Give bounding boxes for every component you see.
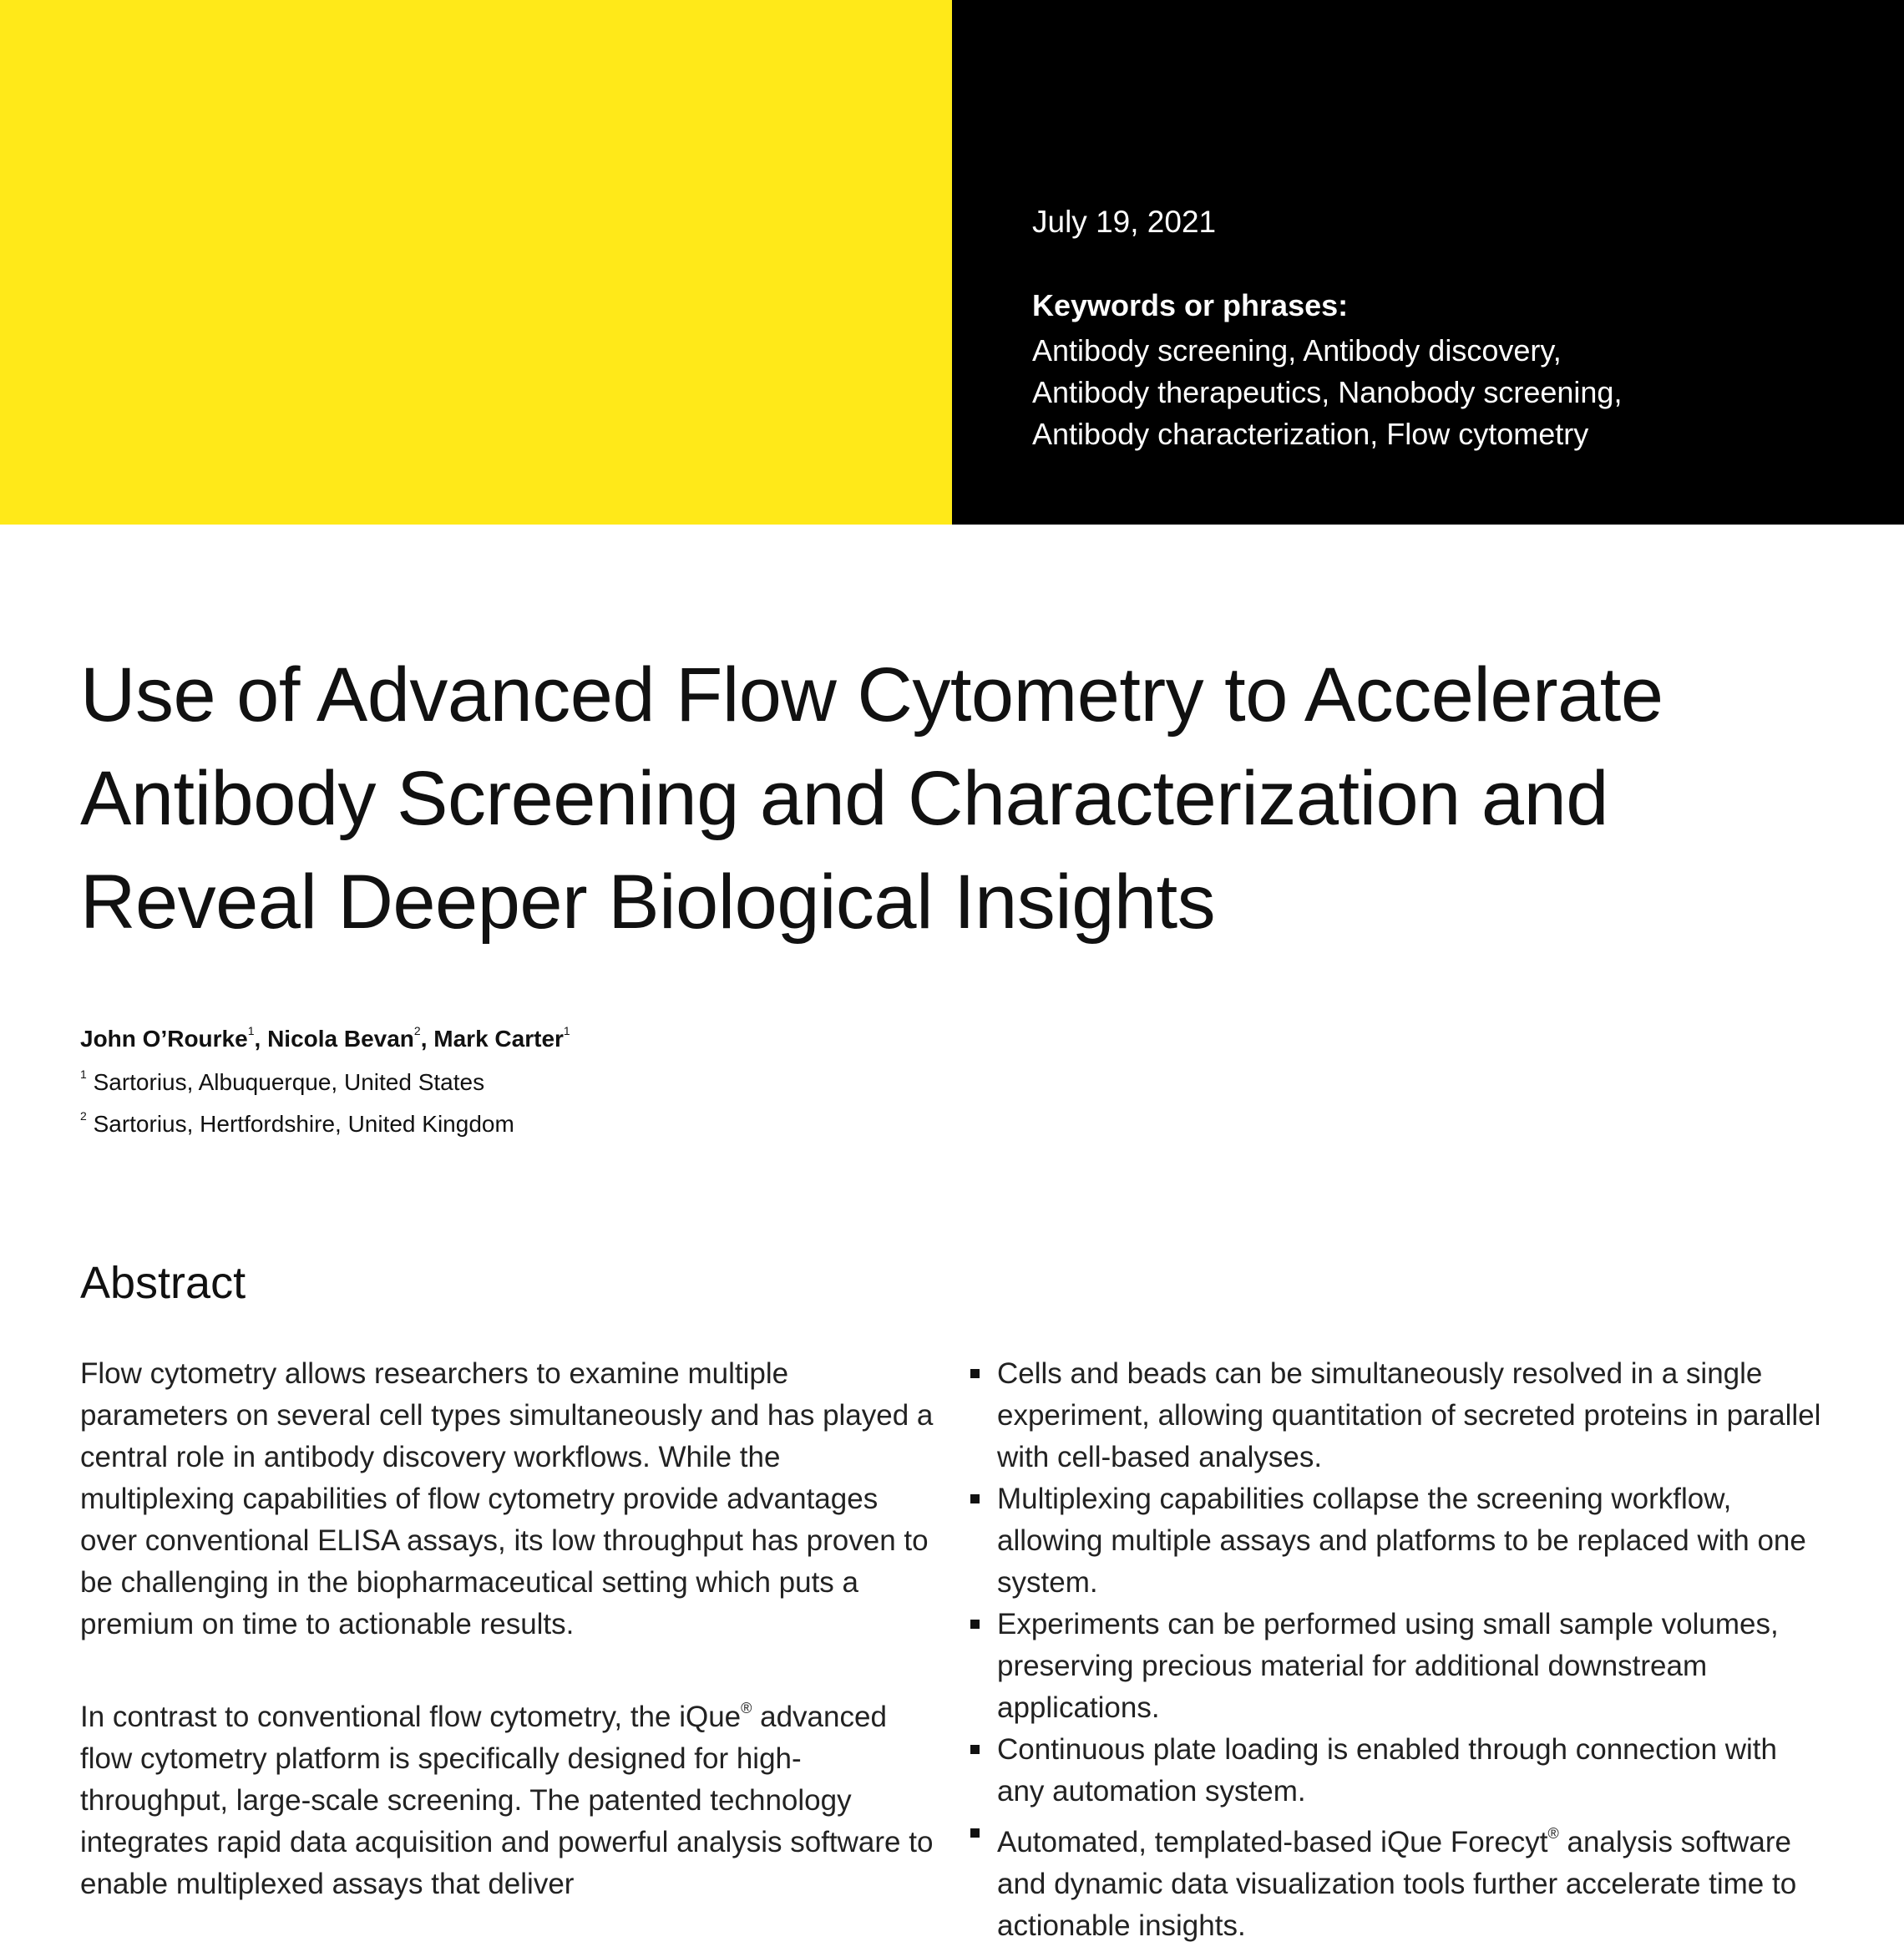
affiliation-mark: 1 bbox=[80, 1067, 87, 1081]
list-item-text: Automated, templated-based iQue Forecyt bbox=[997, 1826, 1548, 1858]
title-line: Antibody Screening and Characterization and bbox=[80, 756, 1608, 841]
abstract-paragraph: Flow cytometry allows researchers to examine multiple parameters on several cell types simultaneously and has played a central role in antibody discovery workflows. While the multiplexing capabilities of flow cytometry provide advantages over conventional ELISA assays, its low throughput has proven to be challenging in the biopharmaceutical setting which puts a premium on time to actionable results. bbox=[80, 1357, 934, 1640]
affiliation bbox=[80, 1109, 514, 1138]
author-name: Mark Carter bbox=[433, 1026, 564, 1052]
author-affiliation-mark: 2 bbox=[413, 1024, 421, 1037]
author-separator: , bbox=[420, 1026, 434, 1052]
author-separator: , bbox=[254, 1026, 268, 1052]
square-bullet-icon bbox=[970, 1620, 980, 1629]
publication-date: July 19, 2021 bbox=[1032, 205, 1217, 239]
list-item-text: Cells and beads can be simultaneously resolved in a single experiment, allowing quantitation of secreted proteins in parallel with cell-based analyses. bbox=[997, 1357, 1821, 1473]
list-item bbox=[969, 1729, 1829, 1813]
square-bullet-icon bbox=[970, 1828, 980, 1838]
title-line: Reveal Deeper Biological Insights bbox=[80, 859, 1216, 945]
list-item bbox=[969, 1604, 1829, 1729]
list-item bbox=[969, 1478, 1829, 1604]
abstract-left-column bbox=[80, 1353, 940, 1947]
keywords-line: Antibody screening, Antibody discovery, bbox=[1032, 333, 1562, 368]
keywords-line: Antibody therapeutics, Nanobody screening, bbox=[1032, 375, 1623, 409]
benefits-list bbox=[969, 1353, 1829, 1947]
registered-mark: ® bbox=[741, 1700, 752, 1716]
list-item-text: Experiments can be performed using small sample volumes, preserving precious material for additional downstream applications. bbox=[997, 1608, 1779, 1724]
author-name: John O’Rourke bbox=[80, 1026, 248, 1052]
square-bullet-icon bbox=[970, 1369, 980, 1378]
keywords-line: Antibody characterization, Flow cytometry bbox=[1032, 417, 1589, 451]
abstract-right-column bbox=[969, 1353, 1829, 1947]
paragraph-text: In contrast to conventional flow cytometry, the iQue bbox=[80, 1701, 742, 1733]
affiliation bbox=[80, 1067, 484, 1096]
author-list bbox=[80, 1024, 570, 1052]
paper-title bbox=[80, 643, 1851, 954]
affiliation-mark: 2 bbox=[80, 1109, 87, 1123]
square-bullet-icon bbox=[970, 1494, 980, 1503]
list-item-text: analysis software and dynamic data visualization tools further accelerate time to actionable insights. bbox=[997, 1826, 1797, 1942]
list-item-text: Multiplexing capabilities collapse the screening workflow, allowing multiple assays and platforms to be replaced with one system. bbox=[997, 1483, 1806, 1599]
header-yellow-panel bbox=[0, 0, 952, 525]
keywords-label: Keywords or phrases: bbox=[1032, 288, 1349, 322]
square-bullet-icon bbox=[970, 1745, 980, 1754]
abstract-heading: Abstract bbox=[80, 1258, 246, 1308]
author-affiliation-mark: 1 bbox=[563, 1024, 570, 1037]
title-line: Use of Advanced Flow Cytometry to Accelerate bbox=[80, 652, 1663, 738]
keywords-list bbox=[1032, 330, 1622, 455]
header-black-panel bbox=[952, 0, 1904, 525]
list-item bbox=[969, 1813, 1829, 1947]
affiliation-text: Sartorius, Albuquerque, United States bbox=[93, 1069, 485, 1095]
abstract-paragraph bbox=[80, 1687, 940, 1905]
affiliation-text: Sartorius, Hertfordshire, United Kingdom bbox=[93, 1111, 514, 1137]
registered-mark: ® bbox=[1547, 1825, 1559, 1842]
author-affiliation-mark: 1 bbox=[247, 1024, 255, 1037]
list-item bbox=[969, 1353, 1829, 1478]
paragraph-text: advanced flow cytometry platform is specifically designed for high-throughput, large-scale screening. The patented technology integrates rapid data acquisition and powerful analysis software to enable multiplexed assays that deliver bbox=[80, 1701, 934, 1900]
list-item-text: Continuous plate loading is enabled through connection with any automation system. bbox=[997, 1733, 1777, 1808]
author-name: Nicola Bevan bbox=[267, 1026, 414, 1052]
